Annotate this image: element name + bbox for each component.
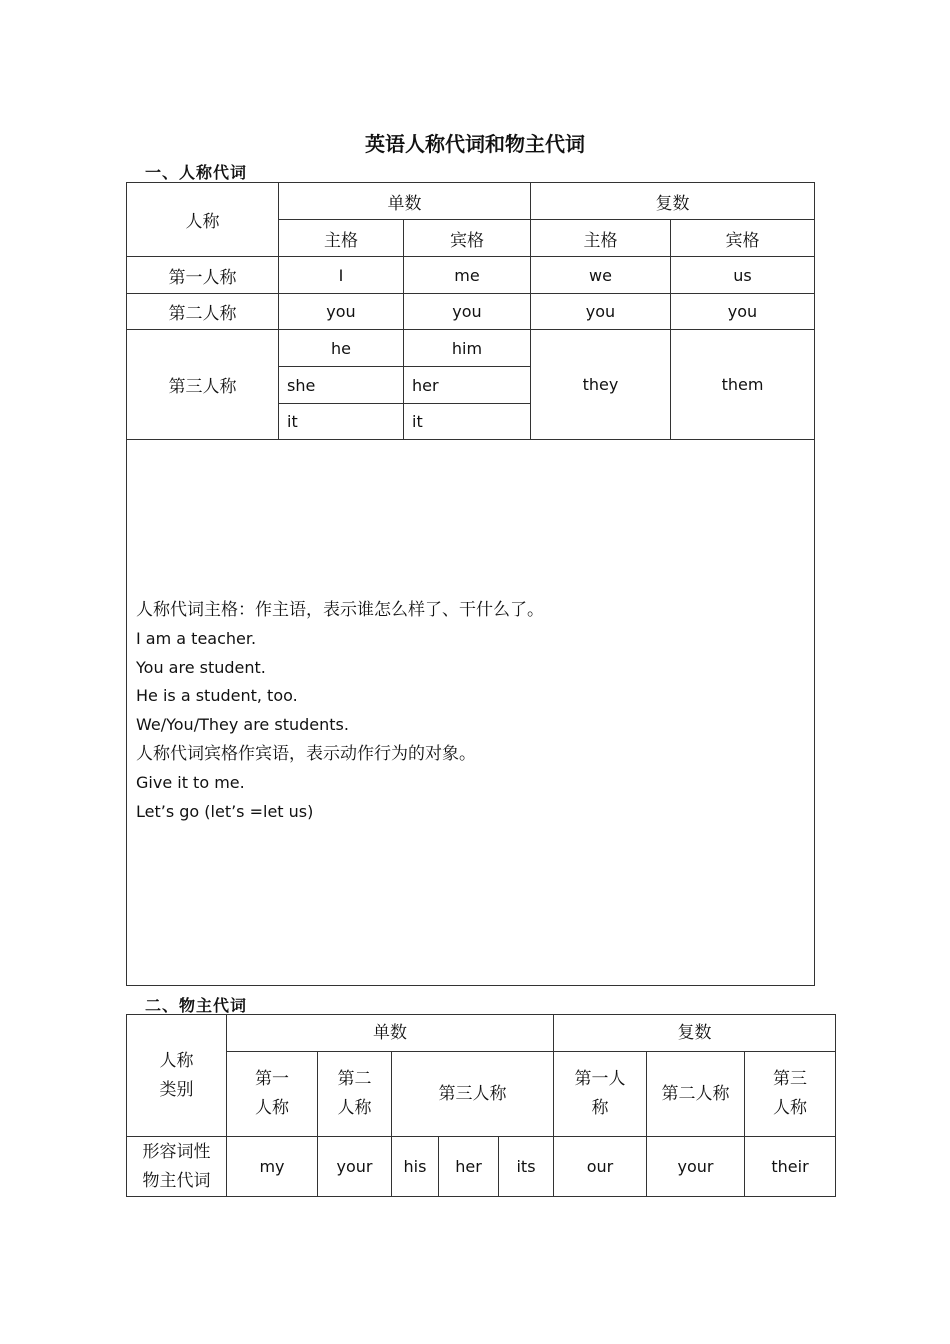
header-line: 第三 — [773, 1069, 808, 1089]
cell-her: her — [439, 1137, 499, 1197]
cell-first-singular-subject: I — [279, 257, 404, 294]
table-row — [127, 1137, 836, 1197]
cell-his: his — [392, 1137, 439, 1197]
note-example: I am a teacher. — [136, 628, 257, 648]
note-example: He is a student, too. — [136, 686, 298, 706]
header-line: 人称 — [255, 1098, 289, 1118]
cell-second-singular-object: you — [404, 294, 531, 330]
note-example: We/You/They are students. — [136, 715, 349, 735]
row-label-third-person: 第三人称 — [127, 330, 279, 440]
cell-its: its — [499, 1137, 554, 1197]
table-row — [127, 330, 815, 367]
plural-object-header: 宾格 — [671, 220, 815, 257]
table-row — [127, 257, 815, 294]
cell-my: my — [227, 1137, 318, 1197]
cell-your: your — [318, 1137, 392, 1197]
row-label-second-person: 第二人称 — [127, 294, 279, 330]
plural-header: 复数 — [554, 1015, 836, 1052]
section-heading-personal-pronouns: 一、人称代词 — [145, 163, 248, 182]
note-example: Give it to me. — [136, 772, 245, 792]
cell-third-singular-object-her: her — [404, 367, 531, 404]
header-line: 第一人 — [574, 1069, 626, 1089]
person-category-line1: 人称 — [159, 1050, 194, 1071]
cell-second-singular-subject: you — [279, 294, 404, 330]
plural-third-person-header — [745, 1052, 836, 1137]
person-category-header — [127, 1015, 227, 1137]
cell-their: their — [745, 1137, 836, 1197]
possessive-pronoun-table — [126, 1014, 836, 1197]
singular-header: 单数 — [227, 1015, 554, 1052]
cell-third-plural-object: them — [671, 330, 815, 440]
singular-third-person-header: 第三人称 — [392, 1052, 554, 1137]
header-line: 人称 — [773, 1098, 808, 1118]
singular-first-person-header — [227, 1052, 318, 1137]
personal-pronoun-table — [126, 182, 815, 986]
singular-object-header: 宾格 — [404, 220, 531, 257]
cell-first-plural-object: us — [671, 257, 815, 294]
notes-block — [127, 440, 814, 826]
person-category-line2: 类别 — [159, 1079, 194, 1100]
singular-header: 单数 — [279, 183, 531, 220]
row-label-first-person: 第一人称 — [127, 257, 279, 294]
plural-second-person-header: 第二人称 — [647, 1052, 745, 1137]
header-line: 人称 — [337, 1098, 372, 1118]
cell-second-plural-subject: you — [531, 294, 671, 330]
header-line: 称 — [591, 1098, 609, 1118]
adjectival-possessive-label — [127, 1137, 227, 1197]
cell-your-plural: your — [647, 1137, 745, 1197]
note-example: You are student. — [136, 657, 266, 677]
plural-header: 复数 — [531, 183, 815, 220]
table-row — [127, 294, 815, 330]
plural-first-person-header — [554, 1052, 647, 1137]
cell-our: our — [554, 1137, 647, 1197]
cell-third-singular-subject-he: he — [279, 330, 404, 367]
cell-third-singular-object-it: it — [404, 404, 531, 440]
cell-second-plural-object: you — [671, 294, 815, 330]
notes-cell — [127, 440, 815, 986]
cell-third-singular-object-him: him — [404, 330, 531, 367]
row-label-line: 形容词性 — [142, 1141, 211, 1162]
cell-first-singular-object: me — [404, 257, 531, 294]
cell-first-plural-subject: we — [531, 257, 671, 294]
row-label-line: 物主代词 — [142, 1170, 211, 1191]
plural-subject-header: 主格 — [531, 220, 671, 257]
cell-third-singular-subject-she: she — [279, 367, 404, 404]
note-object-rule: 人称代词宾格作宾语，表示动作行为的对象。 — [136, 743, 476, 764]
singular-second-person-header — [318, 1052, 392, 1137]
header-line: 第二 — [337, 1069, 372, 1089]
section-heading-possessive-pronouns: 二、物主代词 — [145, 996, 248, 1015]
page-title: 英语人称代词和物主代词 — [365, 132, 585, 156]
cell-third-plural-subject: they — [531, 330, 671, 440]
singular-subject-header: 主格 — [279, 220, 404, 257]
person-header: 人称 — [127, 183, 279, 257]
header-line: 第一 — [255, 1069, 289, 1089]
cell-third-singular-subject-it: it — [279, 404, 404, 440]
note-subject-rule: 人称代词主格：作主语，表示谁怎么样了、干什么了。 — [136, 600, 544, 620]
note-example: Let’s go (let’s =let us) — [136, 801, 314, 821]
